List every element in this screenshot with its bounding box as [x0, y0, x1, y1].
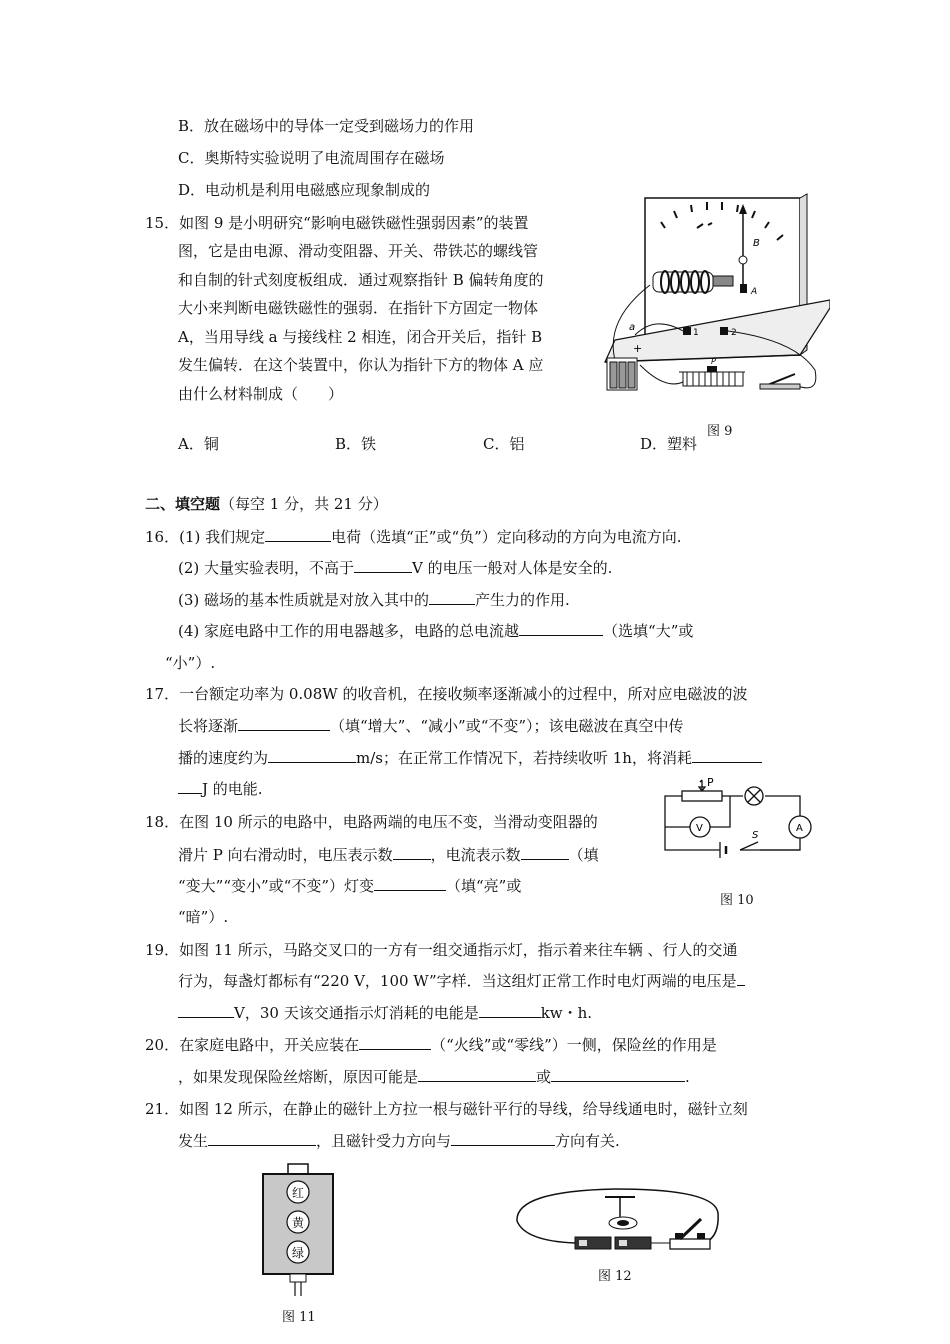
fig9-label-a: A: [751, 287, 758, 297]
q17-line-2: [178, 716, 684, 736]
q16-part-4-text-a: (4) 家庭电路中工作的用电器越多，电路的总电流越: [178, 622, 520, 640]
q16-part-4-text-b: （选填“大”或: [603, 622, 694, 640]
figure-10-caption: 图 10: [720, 893, 754, 908]
q20-blank-2[interactable]: [418, 1067, 536, 1082]
q21-line-2-text-a: 发生: [178, 1132, 209, 1150]
q18-blank-3[interactable]: [374, 876, 446, 891]
q20-blank-1[interactable]: [359, 1035, 431, 1050]
q17-blank-2[interactable]: [268, 748, 356, 763]
q15-option-c: C．铝: [483, 435, 525, 453]
fig11-light-red: 红: [291, 1186, 305, 1200]
fig9-plus: +: [633, 342, 643, 355]
q19-blank-1[interactable]: [737, 971, 745, 986]
q15-line-3: 和自制的针式刻度板组成．通过观察指针 B 偏转角度的: [178, 271, 544, 289]
q16-blank-2[interactable]: [354, 558, 412, 573]
q20-line-1: [145, 1035, 717, 1055]
fig11-light-yellow: 黄: [291, 1216, 305, 1230]
q19-line-3-text-b: V，30 天该交通指示灯消耗的电能是: [234, 1004, 479, 1022]
q20-line-1-text-b: （“火线”或“零线”）一侧，保险丝的作用是: [431, 1036, 717, 1054]
q16-blank-1[interactable]: [265, 527, 331, 542]
q16-blank-3[interactable]: [429, 590, 475, 605]
q15-line-1: 15．如图 9 是小明研究“影响电磁铁磁性强弱因素”的装置: [145, 214, 529, 232]
q17-line-1: 17．一台额定功率为 0.08W 的收音机，在接收频率逐渐减小的过程中，所对应电磁波的波: [145, 685, 748, 703]
figure-12-oersted-setup: [505, 1183, 730, 1265]
fig9-label-b: B: [753, 238, 760, 249]
q18-line-2: [178, 845, 599, 865]
q17-line-3-text-b: m/s；在正常工作情况下，若持续收听 1h，将消耗: [356, 749, 692, 767]
q15-line-5: A，当用导线 a 与接线柱 2 相连，闭合开关后，指针 B: [178, 328, 543, 346]
figure-10-circuit: [660, 772, 825, 882]
q19-blank-1-cont[interactable]: [178, 1003, 234, 1018]
q19-line-2: [178, 971, 745, 991]
q21-blank-2[interactable]: [451, 1131, 555, 1146]
q18-line-2-text-c: （填: [568, 846, 599, 864]
q16-blank-4[interactable]: [519, 621, 603, 636]
fig9-terminal-1: 1: [693, 328, 699, 338]
q18-line-2-text-b: ，电流表示数: [430, 846, 521, 864]
q15-option-d: D．塑料: [640, 435, 698, 453]
fig10-voltmeter-v: V: [696, 823, 703, 834]
q20-line-2-text-a: ，如果发现保险丝熔断，原因可能是: [178, 1068, 419, 1086]
q18-line-3-text-a: “变大”“变小”或“不变”）灯变: [178, 877, 375, 895]
q16-part-4-end: “小”）.: [165, 654, 216, 672]
q20-blank-3[interactable]: [551, 1067, 685, 1082]
q14-option-b: B．放在磁场中的导体一定受到磁场力的作用: [178, 117, 475, 135]
figure-9-caption: 图 9: [707, 424, 733, 439]
q16-part-2-text-b: V 的电压一般对人体是安全的.: [412, 559, 613, 577]
q21-line-2-text-b: ，且磁针受力方向与: [316, 1132, 452, 1150]
q16-part-3-text-b: 产生力的作用.: [475, 591, 570, 609]
fig10-label-p: P: [707, 776, 714, 789]
q18-line-1: 18．在图 10 所示的电路中，电路两端的电压不变，当滑动变阻器的: [145, 813, 598, 831]
q18-blank-2[interactable]: [521, 845, 569, 860]
fig10-switch-s: S: [752, 830, 759, 841]
q19-line-1: 19．如图 11 所示，马路交叉口的一方有一组交通指示灯，指示着来往车辆 、行人的交通: [145, 941, 738, 959]
q16-part-1: [145, 527, 682, 547]
q19-line-2-text: 行为，每盏灯都标有“220 V，100 W”字样．当这组灯正常工作时电灯两端的电压是: [178, 972, 737, 990]
q21-line-2: [178, 1131, 620, 1151]
q15-line-6: 发生偏转．在这个装置中，你认为指针下方的物体 A 应: [178, 356, 544, 374]
q15-line-4: 大小来判断电磁铁磁性的强弱．在指针下方固定一物体: [178, 299, 539, 317]
figure-11-traffic-light: [255, 1162, 345, 1298]
q21-blank-1[interactable]: [208, 1131, 316, 1146]
q17-line-4: [178, 779, 263, 799]
q16-part-3-text-a: (3) 磁场的基本性质就是对放入其中的: [178, 591, 430, 609]
q17-line-2-text-a: 长将逐渐: [178, 717, 239, 735]
q21-line-1: 21．如图 12 所示，在静止的磁针上方拉一根与磁针平行的导线，给导线通电时，磁针立刻: [145, 1100, 748, 1118]
q17-blank-1[interactable]: [238, 716, 330, 731]
q18-line-2-text-a: 滑片 P 向右滑动时，电压表示数: [178, 846, 393, 864]
figure-9-apparatus: [595, 190, 830, 425]
q14-option-c: C．奥斯特实验说明了电流周围存在磁场: [178, 149, 445, 167]
q15-option-b: B．铁: [335, 435, 377, 453]
q19-blank-2[interactable]: [479, 1003, 541, 1018]
q20-line-2: [178, 1067, 690, 1087]
q19-line-3: [178, 1003, 592, 1023]
section-2-note: （每空 1 分，共 21 分）: [220, 495, 388, 513]
q14-option-d: D．电动机是利用电磁感应现象制成的: [178, 181, 431, 199]
q18-line-4: “暗”）.: [178, 908, 229, 926]
q16-part-2-text-a: (2) 大量实验表明，不高于: [178, 559, 355, 577]
q18-line-3: [178, 876, 521, 896]
section-2-title: 二、填空题: [145, 495, 221, 513]
fig9-terminal-2: 2: [731, 328, 737, 338]
q17-line-4-text: J 的电能.: [202, 780, 263, 798]
q15-line-2: 图，它是由电源、滑动变阻器、开关、带铁芯的螺线管: [178, 242, 539, 260]
q19-line-3-text-c: kw・h.: [540, 1004, 593, 1022]
fig11-light-green: 绿: [291, 1246, 305, 1260]
q20-line-2-text-c: .: [685, 1068, 690, 1086]
q16-part-1-text-a: 16．(1) 我们规定: [145, 528, 266, 546]
q20-line-2-text-b: 或: [536, 1068, 552, 1086]
q16-part-1-text-b: 电荷（选填“正”或“负”）定向移动的方向为电流方向.: [331, 528, 682, 546]
q15-line-7: 由什么材料制成（ ）: [178, 385, 344, 403]
q15-option-a: A．铜: [178, 435, 219, 453]
fig9-slider-p: P: [711, 357, 716, 366]
q21-line-2-text-c: 方向有关.: [555, 1132, 620, 1150]
q16-part-4: [178, 621, 693, 641]
q18-line-3-text-b: （填“亮”或: [446, 877, 522, 895]
q17-line-3: [178, 748, 762, 768]
q16-part-2: [178, 558, 612, 578]
q16-part-3: [178, 590, 570, 610]
q18-blank-1[interactable]: [393, 845, 431, 860]
fig9-wire-a: a: [629, 322, 636, 333]
q20-line-1-text-a: 20．在家庭电路中，开关应装在: [145, 1036, 360, 1054]
section-2-heading: [145, 494, 388, 514]
q17-line-2-text-b: （填“增大”、“减小”或“不变”）；该电磁波在真空中传: [330, 717, 684, 735]
q17-line-3-text-a: 播的速度约为: [178, 749, 269, 767]
figure-11-caption: 图 11: [282, 1310, 316, 1325]
q17-blank-3-cont[interactable]: [178, 779, 202, 794]
figure-12-caption: 图 12: [598, 1269, 632, 1284]
fig10-ammeter-a: A: [796, 823, 803, 834]
q17-blank-3[interactable]: [692, 748, 762, 763]
